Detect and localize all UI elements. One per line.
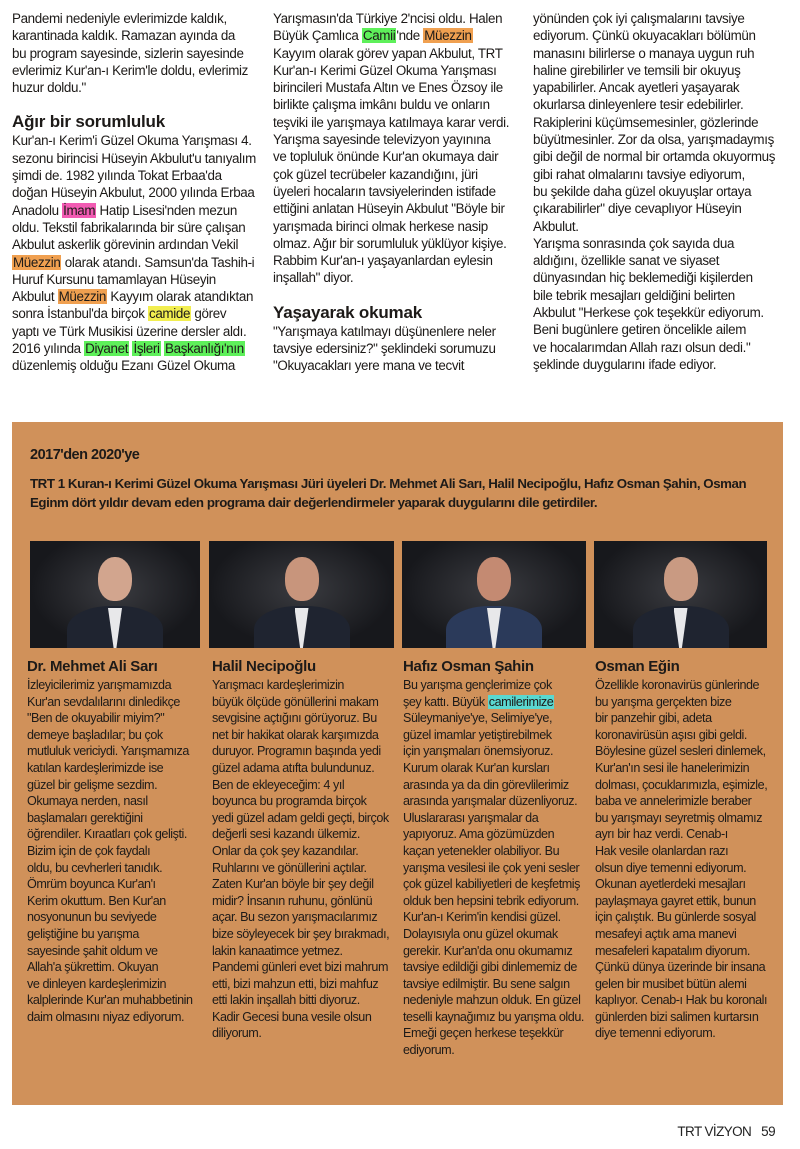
jury-member-name: Halil Necipoğlu [212, 658, 316, 675]
magazine-name: TRT VİZYON [677, 1124, 752, 1139]
paragraph [273, 323, 531, 375]
highlighted-keyword: Camii [362, 28, 396, 44]
section-heading: Ağır bir sorumluluk [12, 112, 165, 132]
paragraph [12, 132, 270, 374]
spacer [273, 287, 531, 303]
highlighted-keyword: Diyanet [85, 341, 129, 357]
jury-sidebar-box [12, 422, 783, 1105]
text-run: Süleymaniye'ye, Selimiye'ye, güzel imamlar yetiştirebilmek için yarışmaları önemsiyoruz. Kurum olarak Kur'an kursları arasında ya da din görevlilerimiz arasında yarışmalar düzenliyoruz. Uluslararası yarışmalar da yapıyoruz. Ama gözümüzden kaçan yetenekler olabiliyor. Bu yarışma vesilesi ile çok yeni sesler çok güzel kabiliyetleri de keşfetmiş olduk ben hepsini tebrik ediyorum. Kur'an-ı Kerim'in kendisi güzel. Dolayısıyla onu güzel okumak gerekir. Kur'an'da onu okumamız tavsiye edildiği gibi dinlememiz de tavsiye edilmiştir. Bu sene salgın nedeniyle mahzun olduk. En güzel teselli kaynağımız bu yarışma oldu. Emeği geçen herkese teşekkür ediyorum. [403, 711, 584, 1058]
highlighted-keyword: Müezzin [424, 28, 472, 44]
text-run: 'nde [396, 28, 424, 44]
text-run: Kayyım olarak görev yapan Akbulut, TRT Kur'an-ı Kerimi Güzel Okuma Yarışması birincileri Mustafa Altın ve Enes Özsoy ile birlikte çalışma imkânı buldu ve onların teşviki ile yarışmaya katılmaya karar verdi. Yarışma sayesinde televizyon yayınına ve topluluk önünde Kur'an okumaya dair çok güzel tecrübeler kazandığını, jüri üyeleri hocaların tavsiyelerinden istifade ettiğini anlatan Hüseyin Akbulut "Böyle bir yarışmada birinci olmak herkese nasip olmaz. Ağır bir sorumluluk yüklüyor kişiye. Rabbim Kur'an-ı yaşayanlardan eylesin inşallah" diyor. [273, 45, 510, 286]
jury-photo-osman-egin [594, 541, 767, 648]
jury-member-name: Dr. Mehmet Ali Sarı [27, 658, 158, 675]
article-column-1 [12, 10, 270, 375]
text-run: görev yaptı ve Türk Musikisi üzerine dersler aldı. 2016 yılında [12, 306, 247, 357]
jury-quote [212, 678, 389, 1040]
jury-quote [27, 678, 193, 1024]
jury-quote [403, 678, 584, 1057]
text-run: Yarışmacı kardeşlerimizin büyük ölçüde gönüllerini makam sevgisine açtığını görüyoruz. Bu net bir hakikat olarak karşımızda duruyor. Programın başında yedi güzel adama atıfta bulundunuz. Ben de ekleyeceğim: 4 yıl boyunca bu programda birçok yedi güzel adam geldi geçti, birçok değerli sesi kazandı ülkemiz. Onlar da çok şey kazandılar. Ruhlarını ve gönüllerini açtılar. Zaten Kur'an böyle bir şey değil midir? İnsanın ruhunu, gönlünü açar. Bu sezon yarışmacılarımız bize söyleyecek bir şey bırakmadı, lakin kanaatimce yetmez. Pandemi günleri evet bizi mahrum etti, bizi mahzun etti, bizi mahfuz etti lakin inşallah bitti diyoruz. Kadir Gecesi buna vesile olsun diliyorum. [212, 678, 390, 1041]
text-run: Bu yarışma gençlerimize çok şey kattı. Büyük [403, 678, 552, 709]
page-footer [677, 1124, 775, 1139]
spacer [12, 96, 270, 112]
highlighted-keyword: İmam [63, 202, 96, 218]
highlighted-keyword: camide [148, 306, 191, 322]
jury-member-name: Hafız Osman Şahin [403, 658, 534, 675]
highlighted-keyword: Başkanlığı'nın [165, 341, 244, 357]
highlighted-keyword: Müezzin [13, 254, 61, 270]
jury-text-0 [27, 658, 207, 1025]
text-run: İzleyicilerimiz yarışmamızda Kur'an sevdalılarını dinledikçe "Ben de okuyabilir miyim?" demeye başladılar; bu çok mutluluk vericiydi. Yarışmamıza katılan kardeşlerimizde ise güzel bir gelişme sezdim. Okumaya nerden, nasıl başlamaları gerektiğini öğrendiler. Kıraatları çok gelişti. Bizim için de çok faydalı oldu, bu cevherleri tanıdık. Ömrüm boyunca Kur'an'ı Kerim okuttum. Ben Kur'an nosyonunun bu seviyede geliştiğine bu yarışma sayesinde şahit oldum ve Allah'a şükrettim. Okuyan ve dinleyen kardeşlerimizin kalplerinde Kur'an muhabbetinin daim olmasını niyaz ediyorum. [27, 678, 193, 1024]
page-number: 59 [761, 1124, 775, 1139]
highlighted-keyword: Müezzin [58, 289, 107, 305]
text-run: "Yarışmaya katılmayı düşünenlere neler tavsiye edersiniz?" şeklindeki sorumuzu "Okuyacakları yere mana ve tecvit [273, 323, 496, 374]
jury-text-1 [212, 658, 402, 1042]
paragraph [273, 10, 531, 287]
highlighted-keyword: camilerimize [488, 694, 554, 709]
section-heading: Yaşayarak okumak [273, 302, 422, 322]
jury-quote [595, 678, 767, 1040]
paragraph [12, 10, 270, 96]
text-run: Yarışmasın'da Türkiye 2'ncisi oldu. Halen Büyük Çamlıca [273, 11, 503, 44]
text-run: yönünden çok iyi çalışmalarını tavsiye ediyorum. Çünkü okuyacakları bölümün manasını bilirlerse o manaya uygun ruh haline girebilirler ve temsili bir okuyuş yapabilirler. Ancak ayetleri yaşayarak okurlarsa dinleyenlere tesir edebilirler. Rakiplerini küçümsemesinler, gözlerinde büyütmesinler. Zor da olsa, yarışmadaymış gibi değil de normal bir ortamda okuyormuş gibi rahat olmalarını tavsiye ediyorum, bu şekilde daha güzel okuyuşlar ortaya çıkarabilirler" diye cevaplıyor Hüseyin Akbulut. Yarışma sonrasında çok sayıda dua aldığını, özellikle sanat ve siyaset dünyasından hiç beklemediği kişilerden bile tebrik mesajları geldiğini belirten Akbulut "Herkese çok teşekkür ediyorum. Beni bugünlere getiren öncelikle ailem ve hocalarımdan Allah razı olsun dedi." şeklinde duygularını ifade ediyor. [533, 11, 776, 372]
text-run: Pandemi nedeniyle evlerimizde kaldık, karantinada kaldık. Ramazan ayında da bu program sayesinde, sizlerin sayesinde evlerimiz Kur'an-ı Kerim'le doldu, evlerimiz huzur doldu." [12, 11, 249, 96]
article-column-2 [273, 10, 531, 375]
article-column-3 [533, 10, 795, 373]
box-intro: TRT 1 Kuran-ı Kerimi Güzel Okuma Yarışması Jüri üyeleri Dr. Mehmet Ali Sarı, Halil Necipoğlu, Hafız Osman Şahin, Osman Eginm dört yıldır devam eden programa dair değerlendirmeler yaparak duygularını dile getirdiler. [30, 476, 747, 510]
jury-photo-mehmet-ali-sari [30, 541, 200, 648]
text-run: olarak atandı. Samsun'da Tashih-i Huruf Kursunu tamamlayan Hüseyin Akbulut [12, 254, 255, 305]
highlighted-keyword: İşleri [133, 341, 160, 357]
text-run: düzenlemiş olduğu Ezanı Güzel Okuma [12, 358, 235, 374]
jury-member-name: Osman Eğin [595, 658, 680, 675]
paragraph [533, 10, 795, 373]
jury-text-3 [595, 658, 785, 1042]
jury-photo-halil-necipoglu [209, 541, 394, 648]
jury-photo-osman-sahin [402, 541, 586, 648]
text-run: Özellikle koronavirüs günlerinde bu yarışma gerçekten bize bir panzehir gibi, adeta koronavirüsün aşısı gibi geldi. Böylesine güzel sesleri dinlemek, Kur'an'ın sesi ile hanelerimizin dolması, çocuklarımızla, eşimizle, baba ve annelerimizle beraber bu yarışmayı seyretmiş olmamız ayrı bir haz verdi. Cenab-ı Hak vesile olanlardan razı olsun diye temenni ediyorum. Okunan ayetlerdeki mesajları paylaşmaya gayret ettik, bunun için çalıştık. Bu günlerde sosyal mesafeyi açtık ama manevi mesafeleri kapatalım diyorum. Çünkü dünya üzerinde bir insana gelen bir musibet bütün alemi kaplıyor. Cenab-ı Hak bu koronalı günlerden bizi salimen kurtarsın diye temenni ediyorum. [595, 678, 768, 1041]
text-run: Kur'an-ı Kerim'i Güzel Okuma Yarışması 4. sezonu birincisi Hüseyin Akbulut'u tanıyalım şimdi de. 1982 yılında Tokat Erbaa'da doğan Hüseyin Akbulut, 2000 yılında Erbaa Anadolu [12, 133, 256, 218]
jury-text-2 [403, 658, 593, 1059]
text-run: Kayyım olarak atandıktan sonra İstanbul'da birçok [12, 289, 254, 322]
text-run: Hatip Lisesi'nden mezun oldu. Tekstil fabrikalarında bir süre çalışan Akbulut askerlik görevinin ardından Vekil [12, 202, 246, 253]
box-title: 2017'den 2020'ye [30, 447, 140, 463]
